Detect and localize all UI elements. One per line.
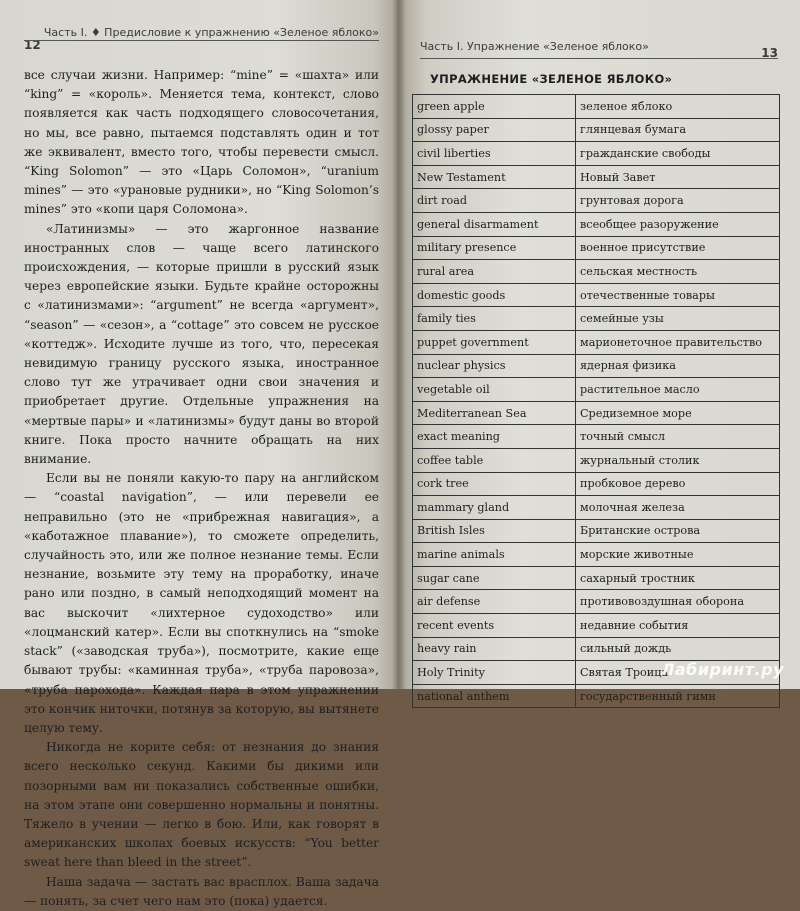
russian-phrase-cell: марионеточное правительство — [576, 330, 780, 354]
paragraph: Наша задача — застать вас врасплох. Ваша задача — понять, за счет чего нам это (пока) удается. — [24, 874, 379, 908]
russian-phrase-cell: зеленое яблоко — [576, 95, 780, 119]
table-row — [413, 95, 780, 119]
table-row — [413, 496, 780, 520]
left-page-number: 12 — [24, 38, 41, 52]
english-phrase-cell: heavy rain — [413, 637, 576, 661]
table-row — [413, 472, 780, 496]
russian-phrase-cell: сильный дождь — [576, 637, 780, 661]
russian-phrase-cell: точный смысл — [576, 425, 780, 449]
english-phrase-cell: nuclear physics — [413, 354, 576, 378]
russian-phrase-cell: растительное масло — [576, 378, 780, 402]
left-body-text — [24, 66, 379, 911]
english-phrase-cell: domestic goods — [413, 283, 576, 307]
table-row — [413, 590, 780, 614]
english-phrase-cell: rural area — [413, 260, 576, 284]
right-page — [398, 0, 800, 703]
english-phrase-cell: Holy Trinity — [413, 661, 576, 685]
left-header-text: Часть I. ♦ Предисловие к упражнению «Зеленое яблоко» — [43, 26, 379, 39]
right-header-text: Часть I. Упражнение «Зеленое яблоко» — [420, 40, 649, 53]
russian-phrase-cell: государственный гимн — [576, 684, 780, 708]
book-gutter — [392, 0, 406, 689]
english-phrase-cell: cork tree — [413, 472, 576, 496]
table-row — [413, 519, 780, 543]
english-phrase-cell: Mediterranean Sea — [413, 401, 576, 425]
russian-phrase-cell: отечественные товары — [576, 283, 780, 307]
table-row — [413, 614, 780, 638]
paragraph: «Латинизмы» — это жаргонное название иностранных слов — чаще всего латинского происхождения, — которые пришли в русский язык через европейские языки. Будьте крайне осторожны с «латинизмами»: “argument” не всегда «аргумент», “season” — «сезон», а “cottage” это совсем не русское «коттедж». Исходите лучше из того, что, пересекая невидимую границу русского языка, иностранное слово тут же утрачивает одни свои значения и приобретает другие. Отдельные упражнения на «мертвые пары» и «латинизмы» будут даны во второй книге. Пока просто начните обращать на них внимание. — [24, 221, 379, 467]
word-pairs-body — [413, 95, 780, 708]
right-header-rule — [420, 58, 778, 59]
table-row — [413, 684, 780, 708]
table-row — [413, 401, 780, 425]
russian-phrase-cell: Средиземное море — [576, 401, 780, 425]
table-row — [413, 637, 780, 661]
russian-phrase-cell: военное присутствие — [576, 236, 780, 260]
english-phrase-cell: recent events — [413, 614, 576, 638]
english-phrase-cell: family ties — [413, 307, 576, 331]
russian-phrase-cell: сахарный тростник — [576, 566, 780, 590]
table-row — [413, 448, 780, 472]
english-phrase-cell: vegetable oil — [413, 378, 576, 402]
left-header-rule — [24, 40, 379, 41]
russian-phrase-cell: молочная железа — [576, 496, 780, 520]
russian-phrase-cell: всеобщее разоружение — [576, 212, 780, 236]
table-row — [413, 260, 780, 284]
english-phrase-cell: green apple — [413, 95, 576, 119]
russian-phrase-cell: семейные узы — [576, 307, 780, 331]
english-phrase-cell: military presence — [413, 236, 576, 260]
word-pairs-table — [412, 94, 780, 708]
table-row — [413, 142, 780, 166]
english-phrase-cell: exact meaning — [413, 425, 576, 449]
english-phrase-cell: coffee table — [413, 448, 576, 472]
russian-phrase-cell: недавние события — [576, 614, 780, 638]
left-page — [0, 0, 398, 908]
table-row — [413, 283, 780, 307]
english-phrase-cell: glossy paper — [413, 118, 576, 142]
russian-phrase-cell: ядерная физика — [576, 354, 780, 378]
paragraph: все случаи жизни. Например: “mine” = «шахта» или “king” = «король». Меняется тема, контекст, слово появляется как часть подходящего словосочетания, но мы, все равно, пытаемся подставлять один и тот же эквивалент, вместо того, чтобы перевести смысл. “King Solomon” — это «Царь Соломон», “uranium mines” — это «урановые рудники», но “King Solomon’s mines” это «копи царя Соломона». — [24, 68, 379, 217]
paragraph: Если вы не поняли какую-то пару на английском — “coastal navigation”, — или перевели ее неправильно (это не «прибрежная навигация», а «каботажное плавание»), то сможете определить, случайность это, или же полное незнание темы. Если незнание, возьмите эту тему на проработку, иначе рано или поздно, в самый неподходящий момент на вас выскочит «лихтерное судоходство» или «лоцманский катер». Если вы споткнулись на “smoke stack” («заводская труба»), посмотрите, какие еще бывают трубы: «каминная труба», «труба паровоза», «труба парохода». Каждая пара в этом упражнении это кончик ниточки, потянув за которую, вы вытянете целую тему. — [24, 471, 379, 735]
watermark: Лабиринт.ру — [661, 660, 784, 679]
russian-phrase-cell: пробковое дерево — [576, 472, 780, 496]
table-row — [413, 330, 780, 354]
english-phrase-cell: national anthem — [413, 684, 576, 708]
english-phrase-cell: mammary gland — [413, 496, 576, 520]
table-row — [413, 354, 780, 378]
russian-phrase-cell: Святая Троица — [576, 661, 780, 685]
english-phrase-cell: puppet government — [413, 330, 576, 354]
english-phrase-cell: air defense — [413, 590, 576, 614]
russian-phrase-cell: Британские острова — [576, 519, 780, 543]
english-phrase-cell: dirt road — [413, 189, 576, 213]
paragraph: Никогда не корите себя: от незнания до знания всего несколько секунд. Какими бы дикими или позорными вам ни показались собственные ошибки, на этом этапе они совершенно нормальны и понятны. Тяжело в учении — легко в бою. Или, как говорят в американских школах боевых искусств: “You better sweat here than bleed in the street”. — [24, 740, 379, 870]
table-row — [413, 378, 780, 402]
table-row — [413, 212, 780, 236]
exercise-title: УПРАЖНЕНИЕ «ЗЕЛЕНОЕ ЯБЛОКО» — [430, 72, 673, 86]
table-row — [413, 118, 780, 142]
russian-phrase-cell: Новый Завет — [576, 165, 780, 189]
table-row — [413, 165, 780, 189]
table-row — [413, 543, 780, 567]
english-phrase-cell: New Testament — [413, 165, 576, 189]
english-phrase-cell: British Isles — [413, 519, 576, 543]
right-page-number: 13 — [761, 46, 778, 60]
russian-phrase-cell: морские животные — [576, 543, 780, 567]
english-phrase-cell: civil liberties — [413, 142, 576, 166]
english-phrase-cell: sugar cane — [413, 566, 576, 590]
table-row — [413, 425, 780, 449]
russian-phrase-cell: грунтовая дорога — [576, 189, 780, 213]
english-phrase-cell: general disarmament — [413, 212, 576, 236]
russian-phrase-cell: журнальный столик — [576, 448, 780, 472]
russian-phrase-cell: сельская местность — [576, 260, 780, 284]
russian-phrase-cell: гражданские свободы — [576, 142, 780, 166]
english-phrase-cell: marine animals — [413, 543, 576, 567]
table-row — [413, 566, 780, 590]
table-row — [413, 236, 780, 260]
table-row — [413, 307, 780, 331]
table-row — [413, 189, 780, 213]
russian-phrase-cell: глянцевая бумага — [576, 118, 780, 142]
russian-phrase-cell: противовоздушная оборона — [576, 590, 780, 614]
